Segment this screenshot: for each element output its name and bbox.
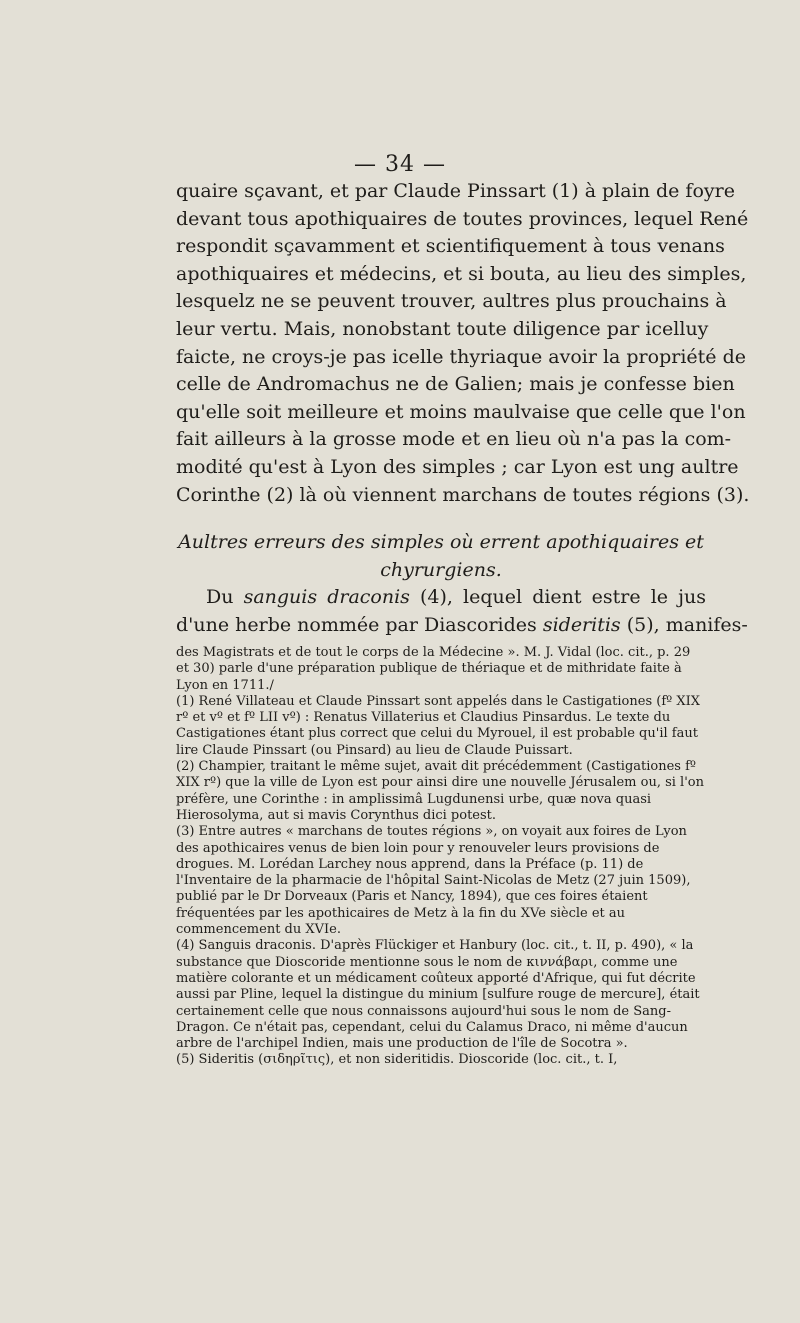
paragraph-line: Du sanguis draconis (4), lequel dient estre le jus — [206, 586, 706, 609]
footnote-5: (5) Sideritis (σιδηρῖτις), et non sideritidis. Dioscoride (loc. cit., t. I, — [176, 1052, 618, 1068]
paragraph-line: d'une herbe nommée par Diascorides sideritis (5), manifes- — [176, 613, 748, 636]
footnote-4: (4) Sanguis draconis. D'après Flückiger et Hanbury (loc. cit., t. II, p. 490), « la substance que Dioscoride mentionne sous le nom de κιννάβαρι, comme une matière colorante et un médicament coûteux apporté d'Afrique, qui fut décrite aussi par Pline, lequel la distingue du minium [sulfure rouge de mercure], était certainement celle que nous connaissons aujourd'hui sous le nom de Sang-Dragon. Ce n'était pas, cependant, celui du Calamus Draco, ni même d'aucun arbre de l'archipel Indien, mais une production de l'île de Socotra ». — [176, 938, 700, 1052]
body-line: modité qu'est à Lyon des simples ; car Lyon est ung aultre — [176, 455, 739, 478]
body-line: apothiquaires et médecins, et si bouta, au lieu des simples, — [176, 262, 747, 285]
body-line: qu'elle soit meilleure et moins maulvaise que celle que l'on — [176, 400, 746, 423]
section-title: Aultres erreurs des simples où errent apothiquaires et — [178, 531, 704, 554]
body-line: devant tous apothiquaires de toutes provinces, lequel René — [176, 207, 749, 230]
body-line: Corinthe (2) là où viennent marchans de toutes régions (3). — [176, 483, 750, 506]
footnote-3: (3) Entre autres « marchans de toutes régions », on voyait aux foires de Lyon des apothicaires venus de bien loin pour y renouveler leurs provisions de drogues. M. Lorédan Larchey nous apprend, dans la Préface (p. 11) de l'Inventaire de la pharmacie de l'hôpital Saint-Nicolas de Metz (27 juin 1509), publié par le Dr Dorveaux (Paris et Nancy, 1894), que ces foires étaient fréquentées par les apothicaires de Metz à la fin du XVe siècle et au commencement du XVIe. — [176, 824, 691, 938]
body-line: leur vertu. Mais, nonobstant toute diligence par icelluy — [176, 317, 709, 340]
footnotes — [176, 645, 706, 1069]
body-line: quaire sçavant, et par Claude Pinssart (1) à plain de foyre — [176, 180, 735, 202]
footnote-2: (2) Champier, traitant le même sujet, avait dit précédemment (Castigationes fº XIX rº) que la ville de Lyon est pour ainsi dire une nouvelle Jérusalem ou, si l'on préfère, une Corinthe : in amplissimâ Lugdunensi urbe, quæ nova quasi Hierosolyma, aut si mavis Corynthus dici potest. — [176, 759, 704, 823]
body-line: fait ailleurs à la grosse mode et en lieu où n'a pas la com- — [176, 428, 732, 451]
section-title-cont: chyrurgiens. — [380, 558, 502, 581]
footnote-continuation: des Magistrats et de tout le corps de la Médecine ». M. J. Vidal (loc. cit., p. 29 et 30) parle d'une préparation publique de thériaque et de mithridate faite à Lyon en 1711./ — [176, 645, 691, 693]
footnote-1: (1) René Villateau et Claude Pinssart sont appelés dans le Castigationes (fº XIX rº et vº et fº LII vº) : Renatus Villaterius et Claudius Pinsardus. Le texte du Castigationes étant plus correct que celui du Myrouel, il est probable qu'il faut lire Claude Pinssart (ou Pinsard) au lieu de Claude Puissart. — [176, 693, 701, 758]
main-text — [176, 178, 750, 640]
body-line: lesquelz ne se peuvent trouver, aultres plus prouchains à — [176, 290, 727, 313]
page-number: — 34 — — [354, 152, 446, 177]
body-line: celle de Andromachus ne de Galien; mais je confesse bien — [176, 373, 735, 396]
body-line: respondit sçavamment et scientifiquement à tous venans — [176, 235, 725, 258]
body-line: faicte, ne croys-je pas icelle thyriaque avoir la propriété de — [176, 345, 746, 368]
